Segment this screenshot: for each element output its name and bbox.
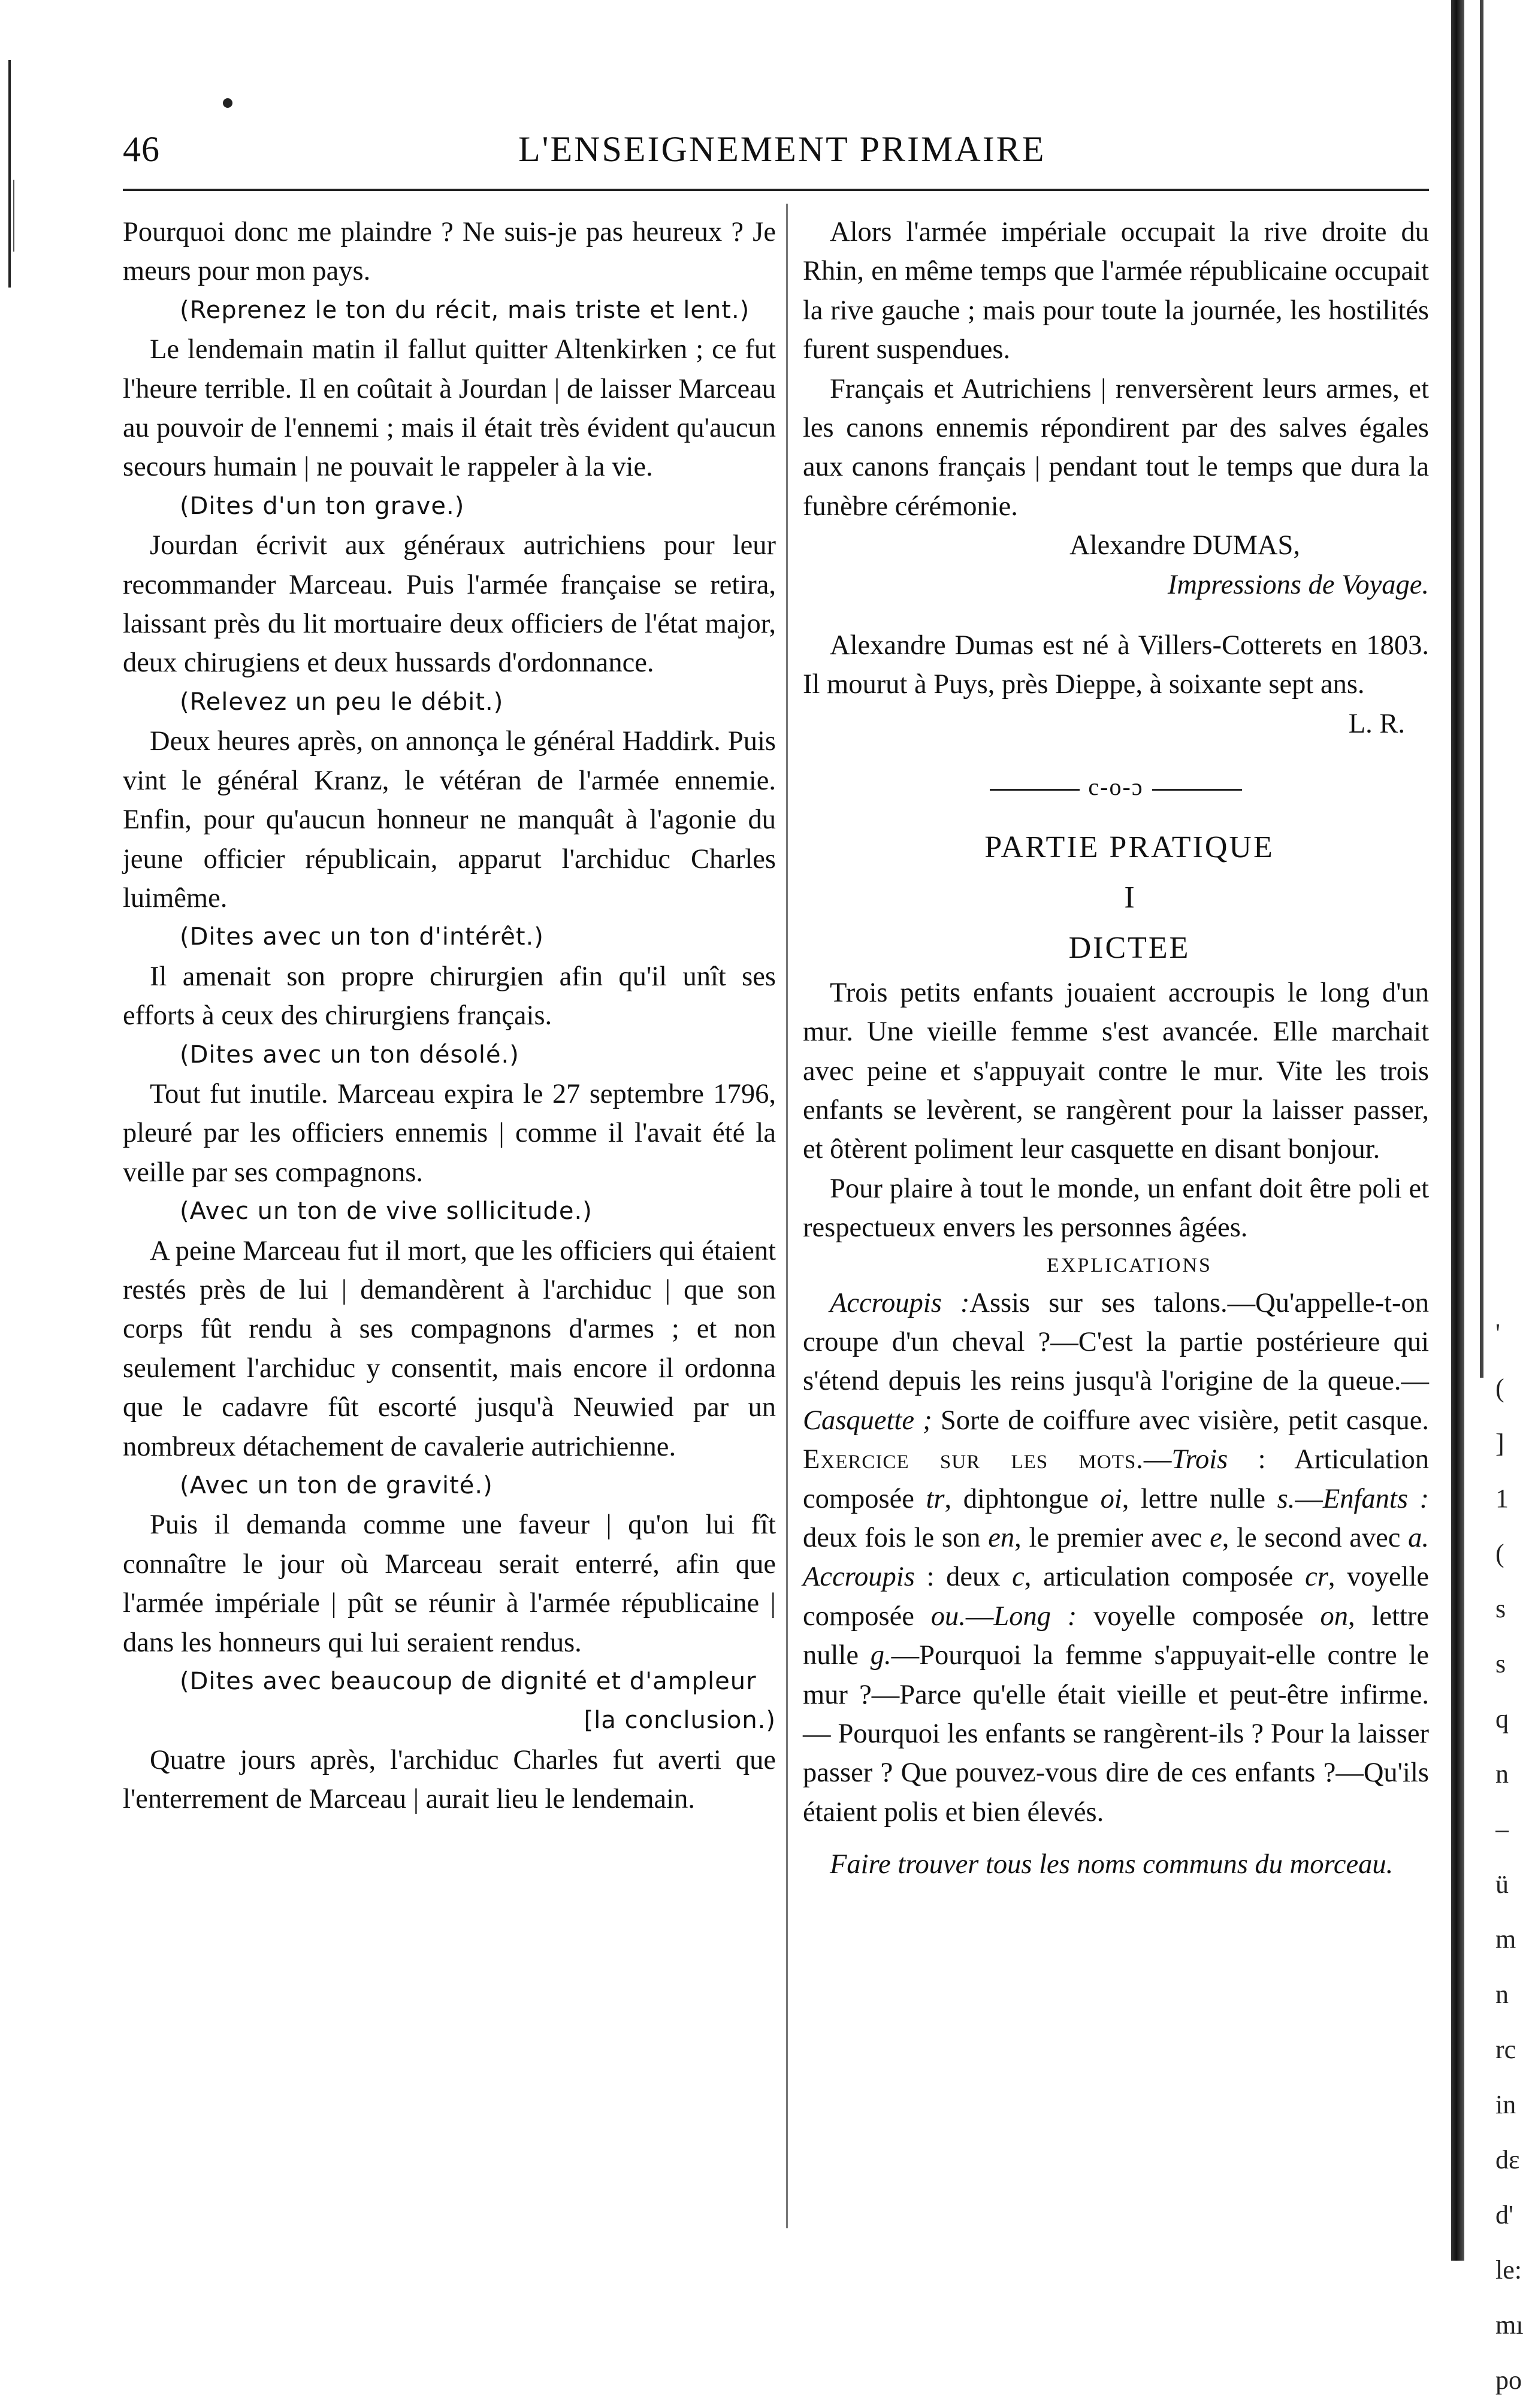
stage-direction: (Dites avec un ton d'intérêt.): [180, 923, 544, 951]
term: Casquette ;: [803, 1405, 932, 1436]
definition: , diphtongue: [944, 1483, 1101, 1514]
ink-dot: [223, 98, 232, 108]
section-ornament: [803, 767, 1429, 806]
paragraph: Tout fut inutile. Marceau expira le 27 septembre 1796, pleuré par les officiers ennemis | comme il l'avait été la veille par ses compagnons.: [123, 1078, 776, 1188]
ornament-rule: [1152, 789, 1242, 791]
book-spine-line: [1480, 0, 1483, 1378]
dictee-paragraph: Pour plaire à tout le monde, un enfant doit être poli et respectueux envers les personnes âgées.: [803, 1173, 1429, 1244]
letter-group: c: [1012, 1562, 1025, 1593]
stage-direction: (Dites avec beaucoup de dignité et d'ampleur: [180, 1668, 757, 1696]
author-biography: Alexandre Dumas est né à Villers-Cotterets en 1803. Il mourut à Puys, près Dieppe, à soixante sept ans.: [803, 630, 1429, 700]
definition: Sorte de coiffure avec visière, petit casque.: [932, 1405, 1429, 1436]
instruction-text: Faire trouver tous les noms communs du morceau.: [830, 1849, 1394, 1880]
paragraph: Français et Autrichiens | renversèrent leurs armes, et les canons ennemis répondirent par des salves égales aux canons français | pendant tout le temps que dura la funèbre cérémonie.: [803, 373, 1429, 522]
scan-edge-mark: [8, 60, 11, 288]
signature-initials: L. R.: [1348, 708, 1405, 739]
stage-direction: (Relevez un peu le débit.): [180, 688, 504, 716]
paragraph: Jourdan écrivit aux généraux autrichiens pour leur recommander Marceau. Puis l'armée française se retira, laissant près du lit mortuaire deux officiers de l'état major, deux chirugiens et deux hussards d'ordonnance.: [123, 530, 776, 679]
definition: , lettre nulle: [803, 1601, 1429, 1671]
definition: voyelle composée: [1077, 1601, 1321, 1632]
ornament-rule: [990, 789, 1080, 791]
stage-direction: (Avec un ton de gravité.): [180, 1472, 493, 1499]
author-work: Impressions de Voyage.: [1167, 569, 1429, 600]
column-divider: [786, 204, 788, 2228]
fragment-line: le:: [1495, 2255, 1522, 2285]
fragment-line: s: [1495, 1594, 1506, 1623]
explications-title: EXPLICATIONS: [1047, 1254, 1212, 1276]
questions: Pourquoi la femme s'appuyait-elle contre le mur ?—Parce qu'elle était vieille et peut-être infirme. — Pourquoi les enfants se rangèrent-ils ? Pour la laisser passer ? Que pouvez-vous dire de ces enfants ?—Qu'ils étaient polis et bien élevés.: [803, 1640, 1429, 1828]
paragraph: Pourquoi donc me plaindre ? Ne suis-je pas heureux ? Je meurs pour mon pays.: [123, 217, 776, 287]
dictee-paragraph: Trois petits enfants jouaient accroupis le long d'un mur. Une vieille femme s'est avancée. Elle marchait avec peine et s'appuyait contre le mur. Vite les trois enfants se levèrent, se rangèrent pour la laisser passer, et ôtèrent poliment leur casquette en disant bonjour.: [803, 977, 1429, 1165]
fragment-line: ': [1495, 1318, 1500, 1348]
definition: , le premier avec: [1014, 1522, 1210, 1553]
letter-group: cr: [1305, 1562, 1328, 1593]
definition: deux fois le son: [803, 1522, 989, 1553]
letter-group: e: [1210, 1522, 1222, 1553]
fragment-line: mı: [1495, 2310, 1524, 2340]
fragment-line: n: [1495, 1980, 1509, 2009]
letter-group: ou.: [930, 1601, 966, 1632]
right-column: [803, 213, 1429, 1884]
term: Accroupis :: [830, 1287, 970, 1318]
letter-group: g.: [870, 1640, 892, 1671]
ornament-glyph: c-o-ɔ: [1088, 773, 1144, 801]
fragment-line: in: [1495, 2090, 1516, 2119]
fragment-line: rc: [1495, 2035, 1516, 2064]
author-name: Alexandre DUMAS,: [1069, 530, 1300, 561]
explications-text: Accroupis :Assis sur ses talons.—Qu'appelle-t-on croupe d'un cheval ?—C'est la partie postérieure qui s'étend depuis les reins jusqu'à l'origine de la queue.—Casquette ; Sorte de coiffure avec visière, petit casque. Exercice sur les mots.—Trois : Articulation composée tr, diphtongue oi, lettre nulle s.—Enfants : deux fois le son en, le premier avec e, le second avec a. Accroupis : deux c, articulation composée cr, voyelle composée ou.—Long : voyelle composée on, lettre nulle g.—Pourquoi la femme s'appuyait-elle contre le mur ?—Parce qu'elle était vieille et peut-être infirme. — Pourquoi les enfants se rangèrent-ils ? Pour la laisser passer ? Que pouvez-vous dire de ces enfants ?—Qu'ils étaient polis et bien élevés.: [803, 1287, 1430, 1828]
letter-group: en: [988, 1522, 1015, 1553]
section-number: I: [1124, 880, 1135, 915]
fragment-line: s: [1495, 1649, 1506, 1678]
paragraph: Deux heures après, on annonça le général Haddirk. Puis vint le général Kranz, le vétéran de l'armée ennemie. Enfin, pour qu'aucun honneur ne manquât à l'agonie du jeune officier républicain, apparut l'archiduc Charles luimême.: [123, 726, 776, 913]
letter-group: oi: [1100, 1483, 1122, 1514]
dictee-title: DICTEE: [1068, 930, 1190, 965]
fragment-line: n: [1495, 1759, 1509, 1789]
fragment-line: q: [1495, 1704, 1509, 1734]
fragment-line: (: [1495, 1374, 1504, 1403]
exercise-label: Exercice sur les mots.: [803, 1444, 1144, 1475]
stage-direction: (Avec un ton de vive sollicitude.): [180, 1197, 593, 1226]
term: Long :: [993, 1601, 1077, 1632]
term: Accroupis: [803, 1562, 915, 1593]
scan-edge-mark: [13, 180, 14, 252]
stage-direction: (Dites avec un ton désolé.): [180, 1040, 519, 1069]
definition: , lettre nulle: [1122, 1483, 1277, 1514]
paragraph: A peine Marceau fut il mort, que les officiers qui étaient restés près de lui | demandèrent à l'archiduc | que son corps fût rendu à ses compagnons d'armes ; et non seulement l'archiduc y consentit, mais encore il ordonna que le cadavre fût escorté jusqu'à Neuwied par un nombreux détachement de cavalerie autrichienne.: [123, 1235, 776, 1462]
section-title: PARTIE PRATIQUE: [984, 830, 1274, 864]
running-title: L'ENSEIGNEMENT PRIMAIRE: [518, 129, 1046, 169]
stage-direction: (Reprenez le ton du récit, mais triste et lent.): [180, 296, 750, 324]
definition: , le second avec: [1222, 1522, 1409, 1553]
fragment-line: 1: [1495, 1484, 1509, 1513]
fragment-line: (: [1495, 1539, 1504, 1568]
paragraph: Quatre jours après, l'archiduc Charles fut averti que l'enterrement de Marceau | aurait lieu le lendemain.: [123, 1744, 776, 1815]
exercise-instruction: [803, 1845, 1429, 1884]
book-spine-shadow: [1451, 0, 1464, 2261]
facing-page-fragment: [1495, 1306, 1535, 2408]
header-rule: [123, 189, 1429, 191]
left-column: [123, 213, 776, 1819]
paragraph: Alors l'armée impériale occupait la rive droite du Rhin, en même temps que l'armée républicaine occupait la rive gauche ; mais pour toute la journée, les hostilités furent suspendues.: [803, 217, 1429, 365]
stage-direction-continuation: [la conclusion.): [584, 1707, 776, 1735]
letter-group: tr: [926, 1483, 945, 1514]
fragment-line: ü: [1495, 1869, 1509, 1899]
fragment-line: –: [1495, 1814, 1509, 1844]
fragment-line: ]: [1495, 1429, 1504, 1458]
letter-group: s.: [1277, 1483, 1295, 1514]
letter-group: a.: [1408, 1522, 1430, 1553]
term: Enfants :: [1322, 1483, 1429, 1514]
definition: Assis sur ses talons.—Qu'appelle-t-on croupe d'un cheval ?—C'est la partie postérieure qui s'étend depuis les reins jusqu'à l'origine de la queue.—: [803, 1287, 1429, 1397]
page-header: [123, 123, 1429, 177]
fragment-line: d': [1495, 2200, 1513, 2229]
paragraph: Le lendemain matin il fallut quitter Altenkirken ; ce fut l'heure terrible. Il en coûtait à Jourdan | de laisser Marceau au pouvoir de l'ennemi ; mais il était très évident qu'aucun secours humain | ne pouvait le rappeler à la vie.: [123, 334, 776, 483]
fragment-line: po: [1495, 2365, 1522, 2395]
author-signature: [803, 526, 1429, 604]
term: Trois: [1171, 1444, 1228, 1475]
page-number: 46: [123, 129, 160, 169]
definition: , voyelle composée: [803, 1562, 1430, 1632]
definition: : Articulation composée: [803, 1444, 1429, 1514]
paragraph: Puis il demanda comme une faveur | qu'on lui fît connaître le jour où Marceau serait enterré, afin que l'armée impériale | pût se réunir à l'armée républicaine | dans les honneurs qui lui seraient rendus.: [123, 1509, 776, 1658]
fragment-line: m: [1495, 1925, 1516, 1954]
paragraph: Il amenait son propre chirurgien afin qu'il unît ses efforts à ceux des chirurgiens français.: [123, 961, 776, 1031]
stage-direction: (Dites d'un ton grave.): [180, 492, 465, 520]
definition: : deux: [914, 1562, 1013, 1593]
letter-group: on: [1320, 1601, 1349, 1632]
definition: , articulation composée: [1024, 1562, 1306, 1593]
fragment-line: dε: [1495, 2145, 1520, 2174]
